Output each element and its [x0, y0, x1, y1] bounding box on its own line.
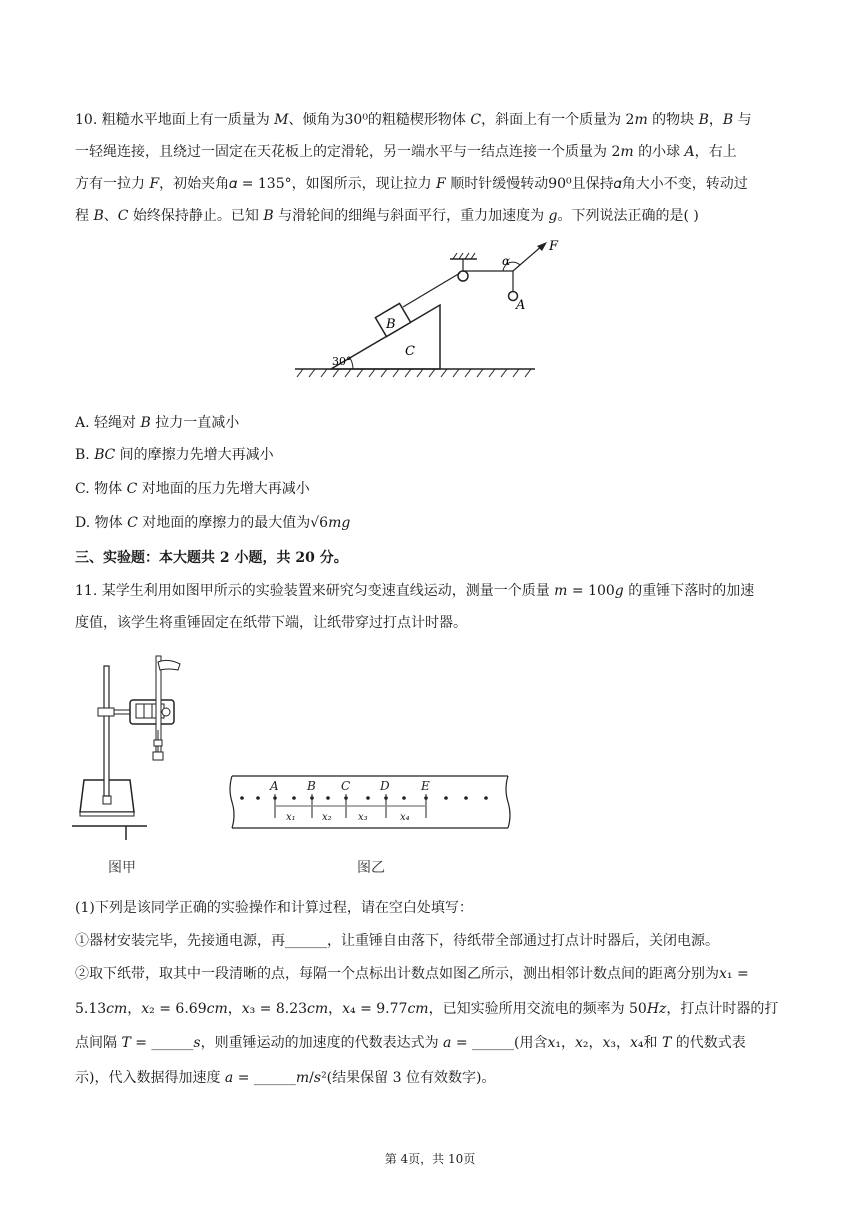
tape-label-d: D [380, 779, 390, 793]
q10-option-b: B. 𝐵𝐶 间的摩擦力先增大再减小 [75, 447, 274, 463]
q10-line-3: 方有一拉力 𝐹，初始夹角𝛼 = 135°，如图所示，现让拉力 𝐹 顺时针缓慢转动90⁰且保持𝛼角大小不变，转动过 [75, 176, 748, 192]
q11-line-1: 11. 某学生利用如图甲所示的实验装置来研究匀变速直线运动，测量一个质量 𝑚 = 100𝑔 的重锤下落时的加速 [75, 583, 755, 599]
caption-figure-yi: 图乙 [357, 860, 385, 876]
tape-label-b: B [307, 779, 316, 793]
label-alpha: α [502, 254, 511, 268]
q10-line-4: 程 𝐵、𝐶 始终保持静止。已知 𝐵 与滑轮间的细绳与斜面平行，重力加速度为 𝑔。下列说法正确的是( ) [75, 208, 699, 224]
tape-label-a: A [270, 779, 279, 793]
q10-figure-wedge-pulley [295, 235, 575, 385]
q10-option-d: D. 物体 𝐶 对地面的摩擦力的最大值为√6𝑚𝑔 [75, 515, 351, 531]
tape-interval-x2: x₂ [322, 812, 332, 823]
label-b: B [386, 317, 396, 332]
pulley [458, 271, 468, 281]
q11-part1-step2-line2: 5.13𝑐𝑚，𝑥₂ = 6.69𝑐𝑚，𝑥₃ = 8.23𝑐𝑚，𝑥₄ = 9.77𝑐𝑚，已知实验所用交流电的频率为 50𝐻𝑧，打点计时器的打 [75, 1001, 779, 1017]
tape-interval-x3: x₃ [358, 812, 368, 823]
tape-interval-x4: x₄ [400, 812, 410, 823]
tape-label-c: C [341, 779, 351, 793]
q11-part1-intro: (1)下列是该同学正确的实验操作和计算过程，请在空白处填写： [75, 900, 473, 916]
q11-part1-step2-line3: 点间隔 𝑇 = ______𝑠，则重锤运动的加速度的代数表达式为 𝑎 = ______(用含𝑥₁，𝑥₂，𝑥₃，𝑥₄和 𝑇 的代数式表 [75, 1035, 746, 1051]
caption-figure-jia: 图甲 [108, 860, 136, 876]
q11-part1-step2-line4: 示)，代入数据得加速度 𝑎 = ______𝑚/𝑠²(结果保留 3 位有效数字)。 [75, 1070, 496, 1086]
q10-option-c: C. 物体 𝐶 对地面的压力先增大再减小 [75, 481, 310, 497]
label-c: C [405, 344, 415, 359]
label-a: A [516, 298, 526, 313]
q10-option-a: A. 轻绳对 𝐵 拉力一直减小 [75, 415, 240, 431]
tape-label-e: E [421, 779, 430, 793]
page-footer: 第 4页，共 10页 [384, 1152, 476, 1166]
q10-line-1: 10. 粗糙水平地面上有一质量为 𝑀、倾角为30⁰的粗糙楔形物体 𝐶，斜面上有一个质量为 2𝑚 的物块 𝐵，𝐵 与 [75, 112, 752, 128]
tape-interval-x1: x₁ [286, 812, 296, 823]
section-3-heading: 三、实验题：本大题共 2 小题，共 20 分。 [75, 550, 348, 566]
q10-line-2: 一轻绳连接，且绕过一固定在天花板上的定滑轮，另一端水平与一结点连接一个质量为 2𝑚 的小球 𝐴，右上 [75, 144, 737, 160]
label-f: F [549, 239, 559, 254]
q11-part1-step1: ①器材安装完毕，先接通电源，再______，让重锤自由落下，待纸带全部通过打点计时器后，关闭电源。 [75, 933, 719, 949]
q11-figure-apparatus [72, 650, 192, 840]
q11-figure-tape [228, 772, 518, 832]
q11-part1-step2-line1: ②取下纸带，取其中一段清晰的点，每隔一个点标出计数点如图乙所示，测出相邻计数点间的距离分别为𝑥₁ = [75, 966, 749, 982]
q11-line-2: 度值，该学生将重锤固定在纸带下端，让纸带穿过打点计时器。 [75, 615, 467, 631]
label-30deg: 30° [332, 355, 352, 368]
